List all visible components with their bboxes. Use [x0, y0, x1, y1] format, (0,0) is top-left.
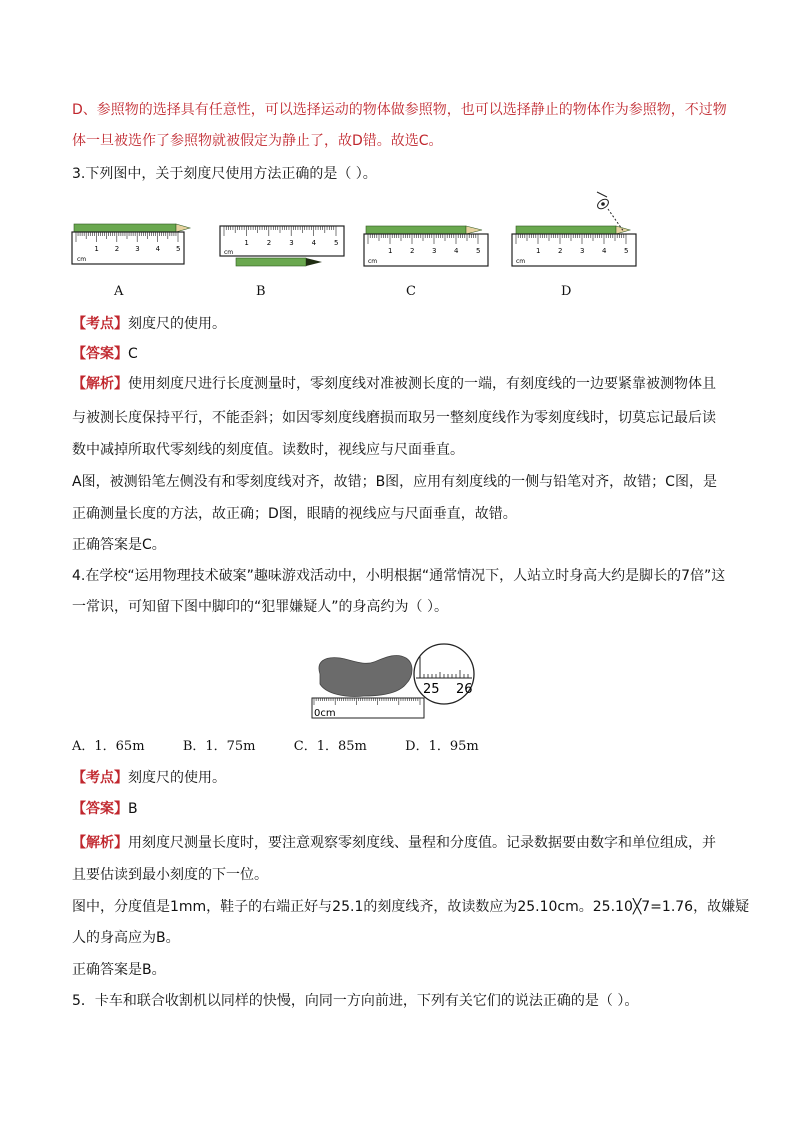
ruler-c: [364, 234, 488, 266]
ruler-unit-label: cm: [224, 249, 234, 256]
q2-option-d-line1: D、参照物的选择具有任意性，可以选择运动的物体做参照物，也可以选择静止的物体作为参照物，不过物: [72, 102, 727, 118]
ruler-tick-label: 2: [410, 247, 415, 255]
ruler-tick-label: 3: [289, 239, 294, 247]
caption-c: C: [406, 284, 416, 299]
ruler-tick-label: 5: [476, 247, 481, 255]
q3-answer: 【答案】C: [72, 346, 138, 362]
ruler-tick-label: 4: [454, 247, 459, 255]
q3-ruler-figure: [70, 188, 650, 274]
q4-stem-line2: 一常识，可知留下图中脚印的“犯罪嫌疑人”的身高约为（ ）。: [72, 599, 448, 615]
q4-options: [72, 736, 479, 758]
q4-analysis-line: 图中，分度值是1mm，鞋子的右端正好与25.1的刻度线齐，故读数应为25.10cm。25.10╳7=1.76，故嫌疑: [72, 899, 750, 915]
q4-analysis-line: 【解析】用刻度尺测量长度时，要注意观察零刻度线、量程和分度值。记录数据要由数字和单位组成，并: [72, 835, 716, 851]
q4-correct-answer: 正确答案是B。: [72, 962, 166, 978]
ruler-tick-label: 1: [94, 245, 99, 253]
option-a[interactable]: A．1．65m: [72, 739, 145, 754]
q3-analysis-line: 与被测长度保持平行，不能歪斜；如因零刻度线磨损而取另一整刻度线作为零刻度线时，切莫忘记最后读: [72, 410, 716, 426]
magnifier-label-26: 26: [456, 682, 473, 697]
q4-answer: 【答案】B: [72, 801, 138, 817]
q4-kaodian: 【考点】刻度尺的使用。: [72, 770, 226, 786]
caption-a: A: [114, 284, 124, 299]
ruler-a: [72, 232, 184, 264]
ruler-tick-label: 3: [432, 247, 437, 255]
ruler-tick-label: 1: [388, 247, 393, 255]
ruler-tick-label: 3: [580, 247, 585, 255]
q2-option-d-line2: 体一旦被选作了参照物就被假定为静止了，故D错。故选C。: [72, 133, 443, 149]
q4-stem-line1: 4.在学校“运用物理技术破案”趣味游戏活动中，小明根据“通常情况下，人站立时身高大约是脚长的7倍”这: [72, 568, 726, 584]
q3-stem: 3.下列图中，关于刻度尺使用方法正确的是（ ）。: [72, 166, 377, 182]
q3-analysis-line: 数中减掉所取代零刻线的刻度值。读数时，视线应与尺面垂直。: [72, 442, 464, 458]
option-d[interactable]: D．1．95m: [405, 739, 479, 754]
ruler-tick-label: 3: [135, 245, 140, 253]
ruler-tick-label: 5: [334, 239, 339, 247]
ruler-b: [220, 226, 344, 256]
ruler-unit-label: cm: [368, 258, 378, 265]
ruler-zero-label: 0cm: [314, 708, 336, 719]
caption-b: B: [256, 284, 266, 299]
q4-analysis-line: 且要估读到最小刻度的下一位。: [72, 867, 268, 883]
ruler-tick-label: 1: [244, 239, 249, 247]
ruler-tick-label: 4: [602, 247, 607, 255]
figure-c: [364, 226, 488, 266]
ruler-tick-label: 2: [114, 245, 120, 253]
eye-icon: [596, 192, 610, 211]
ruler-tick-label: 4: [155, 245, 161, 253]
ruler-tick-label: 4: [311, 239, 317, 247]
ruler-tick-label: 2: [558, 247, 563, 255]
figure-a: [72, 224, 190, 264]
ruler-tick-label: 2: [266, 239, 272, 247]
q3-correct-answer: 正确答案是C。: [72, 537, 166, 553]
ruler-d: [512, 234, 636, 266]
q4-footprint-figure: [310, 636, 480, 724]
magnifier-label-25: 25: [423, 682, 440, 697]
ruler-tick-label: 5: [624, 247, 629, 255]
q3-analysis-line: A图，被测铅笔左侧没有和零刻度线对齐，故错；B图，应用有刻度线的一侧与铅笔对齐，故错；C图，是: [72, 474, 717, 490]
ruler-tick-label: 1: [536, 247, 541, 255]
footprint: [319, 655, 412, 696]
q3-kaodian: 【考点】刻度尺的使用。: [72, 316, 226, 332]
caption-d: D: [561, 284, 572, 299]
figure-d: [512, 192, 636, 266]
q3-analysis-line: 正确测量长度的方法，故正确；D图，眼睛的视线应与尺面垂直，故错。: [72, 506, 517, 522]
ruler-unit-label: cm: [77, 256, 87, 263]
ruler-tick-label: 5: [176, 245, 181, 253]
option-c[interactable]: C．1．85m: [293, 739, 367, 754]
q5-stem: 5．卡车和联合收割机以同样的快慢，向同一方向前进，下列有关它们的说法正确的是（ ）。: [72, 993, 639, 1009]
figure-b: [220, 226, 344, 266]
q3-analysis-line: 【解析】使用刻度尺进行长度测量时，零刻度线对准被测长度的一端，有刻度线的一边要紧靠被测物体且: [72, 376, 716, 392]
ruler-unit-label: cm: [516, 258, 526, 265]
option-b[interactable]: B．1．75m: [182, 739, 256, 754]
q4-analysis-line: 人的身高应为B。: [72, 930, 180, 946]
